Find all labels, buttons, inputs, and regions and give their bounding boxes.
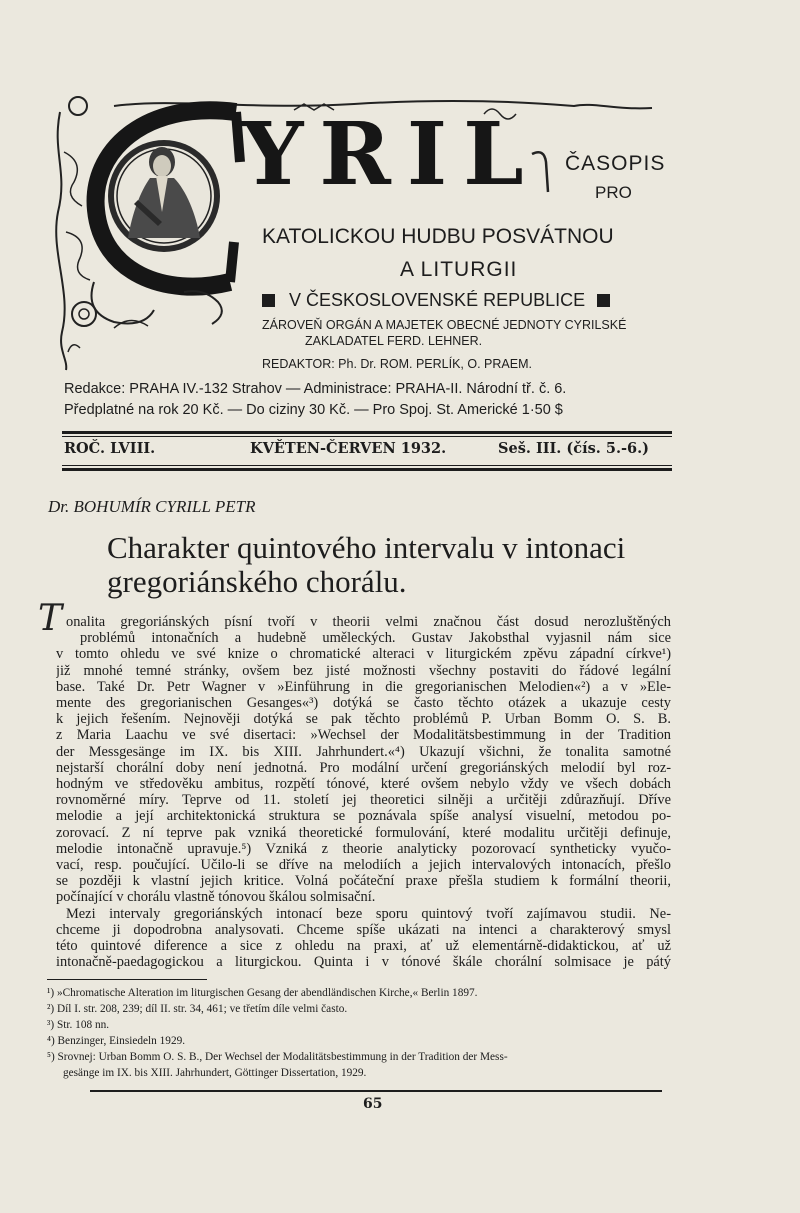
footnote: ⁵) Srovnej: Urban Bomm O. S. B., Der Wechsel der Modalitätsbestimmung in der Tradition der Mess-: [47, 1051, 508, 1063]
body-line: chceme ji dopodrobna analysovati. Chceme spíše ukázati na intenci a charakterový smysl: [56, 921, 671, 938]
subtitle-line-3-text: V ČESKOSLOVENSKÉ REPUBLICE: [289, 290, 586, 310]
footnote: ⁴) Benzinger, Einsiedeln 1929.: [47, 1035, 186, 1047]
body-line: melodie intonačně upravuje.⁵) Vzniká z theorie analyticky pozorovací syntheticky vyučo-: [56, 840, 671, 857]
body-line: onalita gregoriánských písní tvoří v theorii velmi značnou část dosud nerozluštěných: [66, 614, 671, 630]
body-line: problémů intonačních a hudebně uměleckých. Gustav Jakobsthal vyjasnil nám sice: [80, 630, 671, 647]
divider-top-thick: [62, 431, 672, 434]
footnote-divider: [47, 979, 207, 980]
body-line: k jejich řešením. Nejnověji dotýká se pak těchto problémů P. Urban Bomm O. S. B.: [56, 711, 671, 728]
subtitle-line-3: [262, 290, 610, 311]
body-line: Mezi intervaly gregoriánských intonací beze sporu quintový tvoří zajímavou studii. Ne-: [66, 905, 671, 922]
footnote-continuation: gesänge im IX. bis XIII. Jahrhundert, Göttinger Dissertation, 1929.: [63, 1067, 367, 1079]
square-bullet-icon: [262, 294, 275, 307]
footnote: ¹) »Chromatische Alteration im liturgischen Gesang der abendländischen Kirche,« Berlin 1897.: [47, 987, 478, 999]
body-line: base. Také Dr. Petr Wagner v »Einführung in die gregorianischen Melodien«²) a v »Ele-: [56, 678, 671, 695]
subtitle-line-1: KATOLICKOU HUDBU POSVÁTNOU: [262, 225, 614, 248]
address-line: Redakce: PRAHA IV.-132 Strahov — Administrace: PRAHA-II. Národní tř. č. 6.: [64, 381, 567, 397]
editor-line: REDAKTOR: Ph. Dr. ROM. PERLÍK, O. PRAEM.: [262, 357, 532, 371]
journal-logo-title: YRIL: [242, 104, 540, 205]
body-line: der Messgesänge im IX. bis XIII. Jahrhundert.«⁴) Ukazují všichni, že tonalita samotné: [56, 743, 671, 760]
pro-label: PRO: [595, 183, 632, 202]
body-line: zorovací. Z ní teprve pak vzniká theoretické formulování, které modalitu určitěji definuje,: [56, 824, 671, 841]
body-line: počínající v chorálu vlastně tónovou škálou solmisační.: [56, 889, 376, 906]
body-line: rovnoměrné míry. Teprve od 11. století jej theoretici silněji a určitěji zdůrazňují. Dříve: [56, 792, 671, 809]
body-line: intonačně-paedagogickou a liturgickou. Quinta i v tónové škále chorální solmisace je pátý: [56, 954, 671, 971]
issue-number: Seš. III. (čís. 5.-6.): [498, 440, 650, 457]
casopis-label: ČASOPIS: [565, 152, 666, 175]
footnote: ³) Str. 108 nn.: [47, 1019, 110, 1031]
drop-cap: T: [38, 598, 63, 639]
body-line: se později k vlastní jejich kritice. Volná počáteční praxe přešla studiem k formální theorii,: [56, 873, 671, 890]
divider-bottom-thin: [62, 465, 672, 466]
page-bottom-rule: [90, 1090, 662, 1092]
footnote: ²) Díl I. str. 208, 239; díl II. str. 34, 461; ve třetím díle velmi často.: [47, 1003, 348, 1015]
article-title-line-2: gregoriánského chorálu.: [107, 564, 407, 599]
body-line: hodným ve středověku ambitus, rozpětí tónové, které ovšem nebylo vždy ve všech dobách: [56, 776, 671, 793]
volume-label: ROČ. LVIII.: [64, 440, 156, 457]
divider-top-thin: [62, 436, 672, 437]
article-body: [56, 614, 671, 970]
subtitle-line-2: A LITURGII: [400, 258, 518, 281]
divider-bottom-thick: [62, 468, 672, 471]
body-line: této quintové diference a sice z ohledu na praxi, ať už elementárně-didaktickou, ať už: [56, 938, 671, 955]
article-author: Dr. BOHUMÍR CYRILL PETR: [48, 497, 256, 516]
body-line: již mnohé temné stránky, ovšem bez jisté možnosti všechny postaviti do řádové legální: [56, 662, 671, 679]
page-number: 65: [363, 1096, 383, 1112]
body-line: vací, resp. poučující. Učilo-li se dříve na melodiích a jejich intervalových intonacích, přešlo: [56, 857, 671, 874]
issue-info-row: [64, 440, 670, 462]
body-line: nejstarší chorální doby není jednotná. Pro modální určení gregoriánských melodií byl roz-: [56, 759, 671, 776]
body-line: melodie a její architektonická struktura se poznávala spíše analysí visuelní, metodou po-: [56, 808, 671, 825]
body-line: mente des gregorianischen Gesanges«³) dotýká se často těchto otázek a ukazuje cesty: [56, 695, 671, 712]
organ-line-2: ZAKLADATEL FERD. LEHNER.: [305, 334, 483, 348]
footnotes: [47, 985, 672, 1081]
issue-date: KVĚTEN-ČERVEN 1932.: [250, 440, 447, 457]
subscription-line: Předplatné na rok 20 Kč. — Do ciziny 30 Kč. — Pro Spoj. St. Americké 1·50 $: [64, 402, 563, 418]
square-bullet-icon: [597, 294, 610, 307]
body-line: z Maria Laachu ve své disertaci: »Wechsel der Modalitätsbestimmung in der Tradition: [56, 727, 671, 744]
organ-line-1: ZÁROVEŇ ORGÁN A MAJETEK OBECNÉ JEDNOTY CYRILSKÉ: [262, 318, 627, 332]
body-line: v tomto ohledu ve své knize o chromatické alteraci v liturgickém zpěvu západní církve¹): [56, 646, 671, 663]
article-title-line-1: Charakter quintového intervalu v intonaci: [107, 530, 626, 565]
